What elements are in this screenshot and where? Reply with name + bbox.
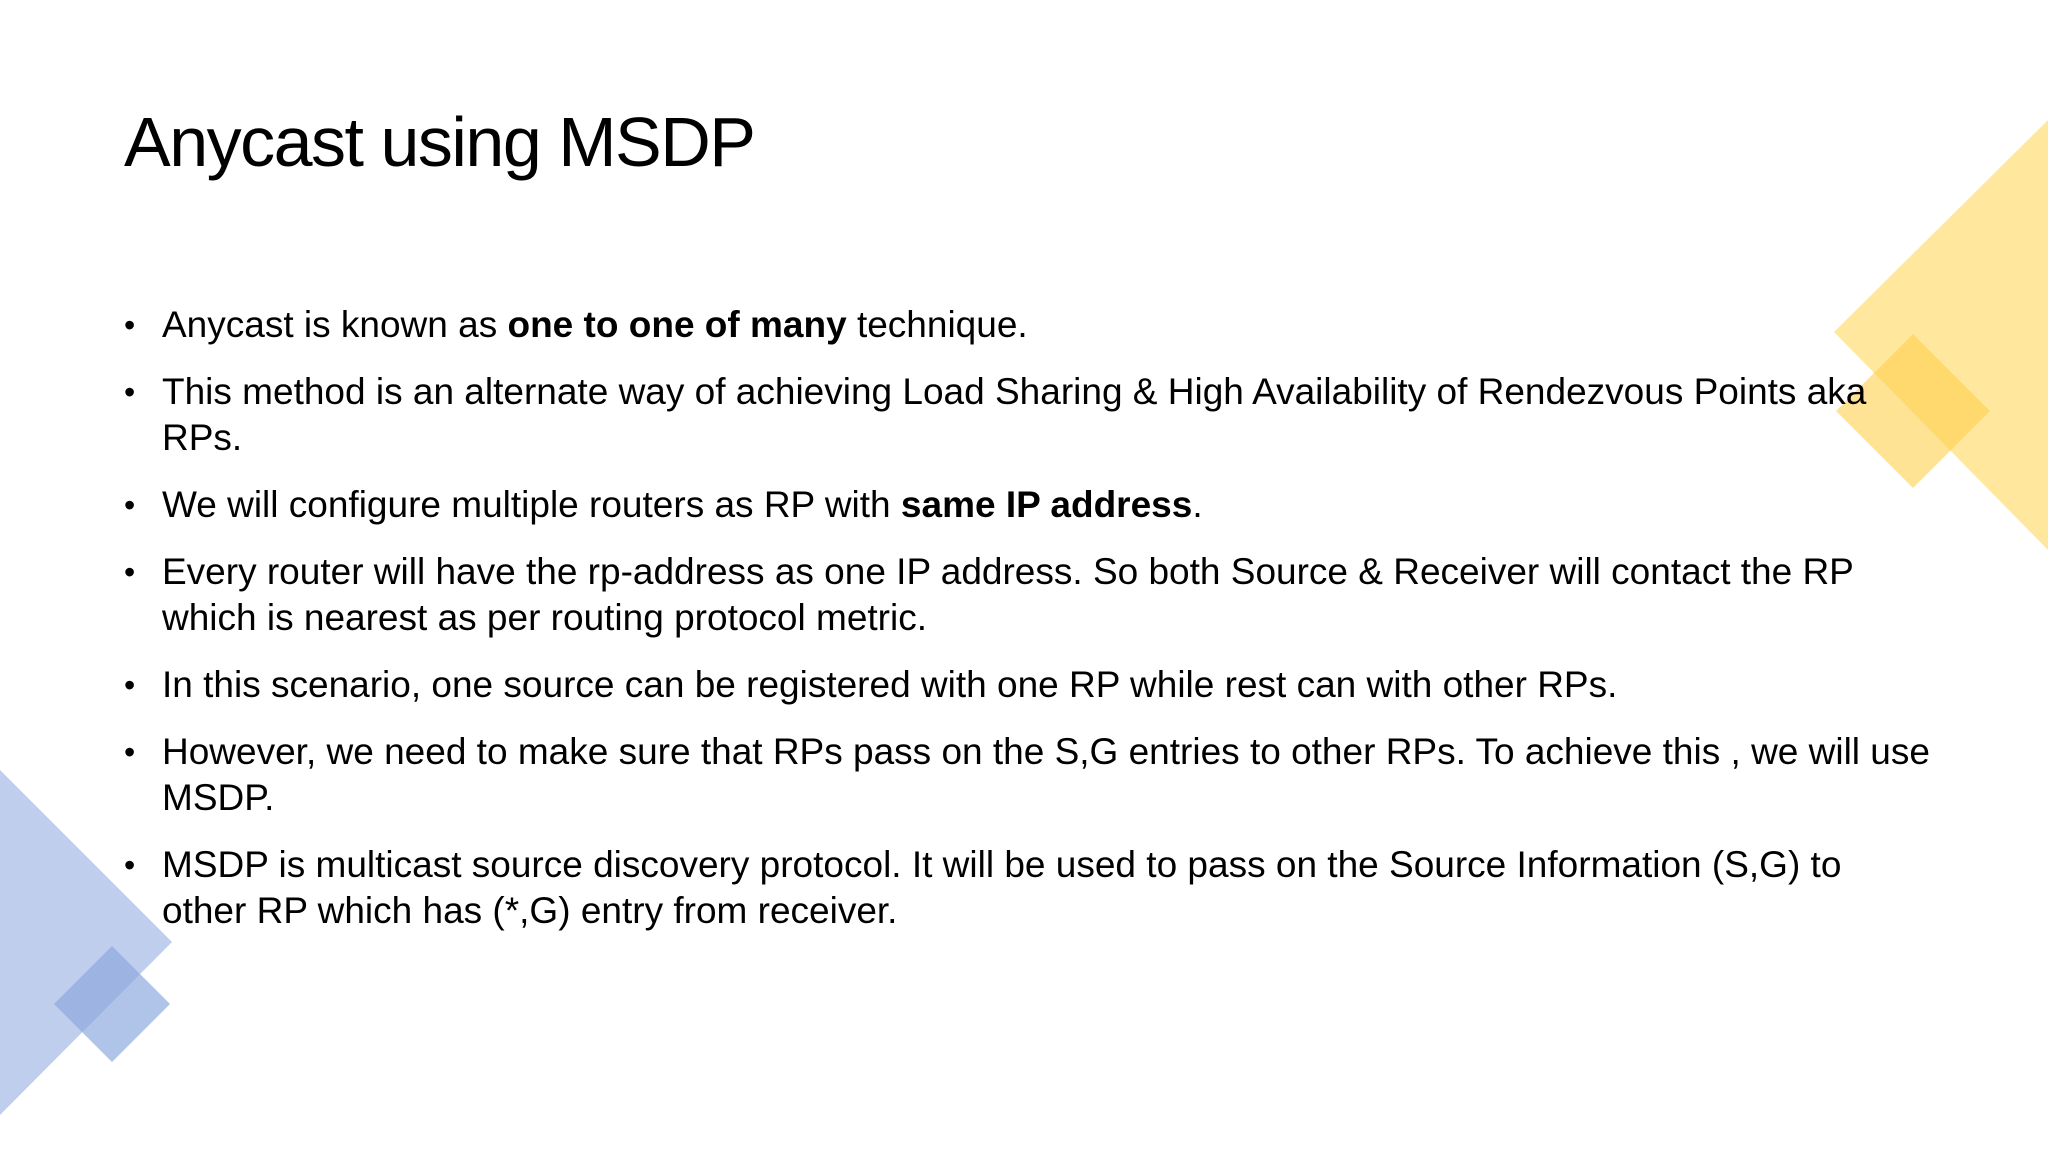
bullet-text: We will configure multiple routers as RP with xyxy=(162,484,901,525)
bullet-text: MSDP is multicast source discovery protocol. It will be used to pass on the Source Information (S,G) to other RP which has (*,G) entry from receiver. xyxy=(162,844,1842,931)
bullet-text: technique. xyxy=(846,304,1028,345)
bullet-item xyxy=(124,549,1934,641)
bullet-text-bold: one to one of many xyxy=(507,304,847,345)
bullet-item xyxy=(124,302,1934,348)
bullet-dot: • xyxy=(124,554,136,590)
slide-title: Anycast using MSDP xyxy=(124,103,755,181)
bullet-item xyxy=(124,369,1934,461)
bullet-dot: • xyxy=(124,374,136,410)
bullet-item xyxy=(124,729,1934,821)
bullet-text: However, we need to make sure that RPs pass on the S,G entries to other RPs. To achieve this , we will use MSDP. xyxy=(162,731,1930,818)
bullet-text: In this scenario, one source can be registered with one RP while rest can with other RPs. xyxy=(162,664,1618,705)
bullet-text: Anycast is known as xyxy=(162,304,508,345)
bullet-dot: • xyxy=(124,487,136,523)
bullet-text: Every router will have the rp-address as one IP address. So both Source & Receiver will contact the RP which is nearest as per routing protocol metric. xyxy=(162,551,1854,638)
bullet-item xyxy=(124,482,1934,528)
bullet-dot: • xyxy=(124,734,136,770)
bullet-text-bold: same IP address xyxy=(900,484,1193,525)
bullet-dot: • xyxy=(124,307,136,343)
bullet-dot: • xyxy=(124,667,136,703)
bullet-list xyxy=(124,302,1934,955)
bullet-text: This method is an alternate way of achieving Load Sharing & High Availability of Rendezvous Points aka RPs. xyxy=(162,371,1867,458)
bullet-item xyxy=(124,662,1934,708)
bullet-text: . xyxy=(1192,484,1203,525)
bullet-item xyxy=(124,842,1934,934)
bullet-dot: • xyxy=(124,847,136,883)
